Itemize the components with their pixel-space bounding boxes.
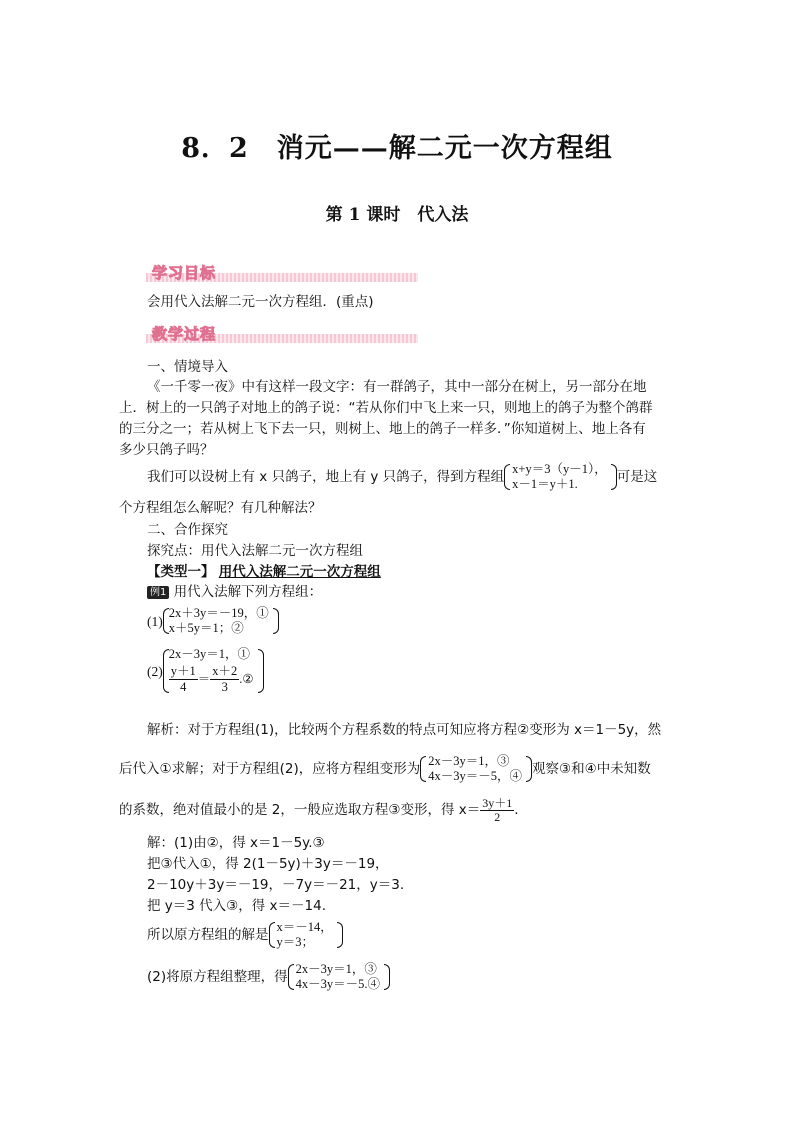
analysis-l2-a: 后代入①求解；对于方程组(2)，应将方程组变形为 [119,760,421,777]
goal-text: 会用代入法解二元一次方程组．(重点) [147,294,374,310]
type-heading [147,562,381,583]
section-process-label: 教学过程 [152,325,217,343]
solution-rearranged-eq1: 2x－3y＝1，③ [295,962,377,976]
section-banner-process [146,323,418,345]
solution-answer-system [269,920,343,950]
analysis-l2-b: 观察③和④中未知数 [532,760,651,777]
analysis-frac [480,797,514,824]
example-text: 用代入法解下列方程组： [173,584,323,600]
problem-2-frac-2 [210,664,239,695]
problem-2-eq1: 2x－3y＝1，① [168,647,251,661]
example-line [147,582,322,603]
explore-point: 探究点：用代入法解二元一次方程组 [147,543,363,559]
analysis-l3-a: 的系数，绝对值最小的是 2，一般应选取方程③变形，得 x＝ [119,802,481,818]
problem-2-eq2 [169,664,254,695]
intro-line-4: 多少只鸽子吗？ [119,442,214,458]
problem-2-tail: .② [239,672,254,686]
solution-line-5 [147,920,343,950]
analysis-sys-eq1: 2x－3y＝1，③ [428,754,510,768]
solution-rearranged-system [288,962,390,992]
page-title: 8．2 消元——解二元一次方程组 [181,133,613,164]
solution-line-4: 把 y＝3 代入③，得 x＝－14. [147,898,327,914]
problem-2-system [163,647,264,695]
solution-line-1: 解：(1)由②，得 x＝1－5y.③ [147,835,325,851]
problem-2 [147,647,264,695]
analysis-line-2 [119,754,651,784]
analysis-frac-den: 2 [494,810,501,824]
intro-para2-b: 可是这 [616,468,658,485]
problem-1-system [163,606,279,636]
problem-2-frac-1 [169,664,198,695]
type-label: 【类型一】 [147,564,215,580]
example-badge: 例1 [147,586,169,599]
intro-system-line [147,462,657,492]
intro-line-3: 的三分之一；若从树上飞下去一只，则树上、地上的鸽子一样多．”你知道树上、地上各有 [119,421,646,437]
section-banner-goals [146,262,418,284]
solution-rearranged-eq2: 4x－3y＝－5.④ [295,977,381,991]
analysis-line-1: 解析：对于方程组(1)，比较两个方程系数的特点可知应将方程②变形为 x＝1－5y，然 [147,722,662,738]
solution-answer-eq1: x＝－14， [276,920,333,934]
analysis-system [420,754,532,784]
intro-sys-eq2: x－1＝y＋1. [512,477,578,491]
problem-2-frac-1-num: y＋1 [170,664,196,678]
intro-heading: 一、情境导入 [147,359,228,375]
intro-line-2: 上．树上的一只鸽子对地上的鸽子说：“若从你们中飞上来一只，则地上的鸽子为整个鸽群 [119,400,653,416]
problem-1-label: (1) [147,613,163,629]
analysis-line-3 [119,797,519,824]
solution-l5-text: 所以原方程组的解是 [147,926,269,943]
intro-equation-system [504,462,617,492]
solution-line-6 [147,962,390,992]
problem-1-eq1: 2x＋3y＝－19，① [168,606,269,620]
lesson-subtitle: 第 1 课时 代入法 [325,205,469,225]
solution-line-2: 把③代入①，得 2(1－5y)＋3y＝－19， [147,856,389,872]
problem-2-frac-1-den: 4 [180,680,187,694]
analysis-sys-eq2: 4x－3y＝－5，④ [428,769,522,783]
problem-2-frac-2-den: 3 [221,680,228,694]
problem-2-eq-sign: ＝ [197,672,211,686]
analysis-l3-b: . [514,802,519,818]
intro-line-1: 《一千零一夜》中有这样一段文字：有一群鸽子，其中一部分在树上，另一部分在地 [147,379,647,395]
intro-para2-a: 我们可以设树上有 x 只鸽子，地上有 y 只鸽子，得到方程组 [147,468,505,485]
intro-sys-eq1: x+y＝3（y－1）， [512,462,607,476]
explore-heading: 二、合作探究 [147,522,228,538]
solution-line-3: 2－10y＋3y＝－19，－7y＝－21，y＝3. [147,877,405,893]
section-goals-label: 学习目标 [152,264,217,282]
intro-para2-c: 个方程组怎么解呢？有几种解法？ [119,500,322,516]
solution-answer-eq2: y＝3； [276,935,315,949]
analysis-frac-num: 3y＋1 [482,796,513,810]
solution-l6-text: (2)将原方程组整理，得 [147,968,288,985]
problem-2-frac-2-num: x＋2 [212,664,238,678]
problem-1-eq2: x＋5y＝1；② [168,621,244,635]
type-title: 用代入法解二元一次方程组 [218,564,381,580]
problem-1 [147,606,279,636]
problem-2-label: (2) [147,663,163,679]
